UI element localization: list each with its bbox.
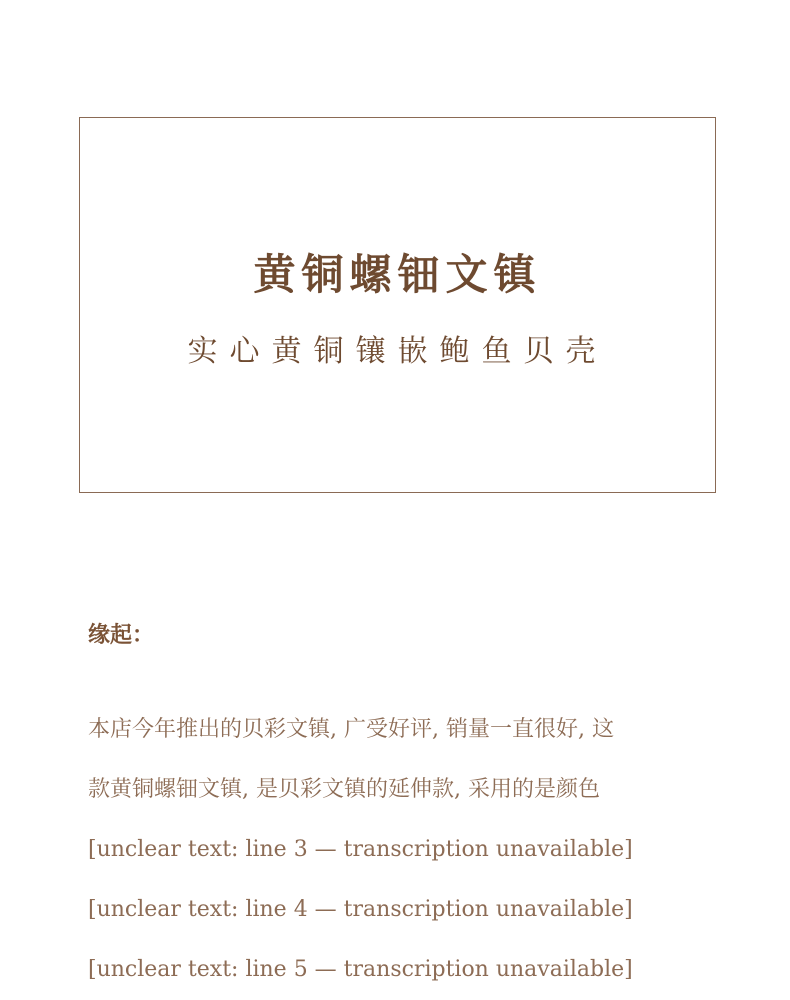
product-subtitle: 实心黄铜镶嵌鲍鱼贝壳: [187, 334, 608, 369]
paragraph-line-2: 款黄铜螺钿文镇, 是贝彩文镇的延伸款, 采用的是颜色: [88, 777, 600, 802]
section-heading-origin: 缘起：: [88, 623, 155, 648]
product-title: 黄铜螺钿文镇: [253, 250, 542, 299]
paragraph-line-5: [unclear text: line 5 — transcription unavailable]: [88, 957, 633, 982]
paragraph-line-3: [unclear text: line 3 — transcription unavailable]: [88, 837, 633, 862]
title-box: [79, 117, 716, 493]
paragraph-line-1: 本店今年推出的贝彩文镇, 广受好评, 销量一直很好, 这: [88, 717, 614, 742]
story-paragraph: [88, 700, 708, 1000]
paragraph-line-4: [unclear text: line 4 — transcription unavailable]: [88, 897, 633, 922]
